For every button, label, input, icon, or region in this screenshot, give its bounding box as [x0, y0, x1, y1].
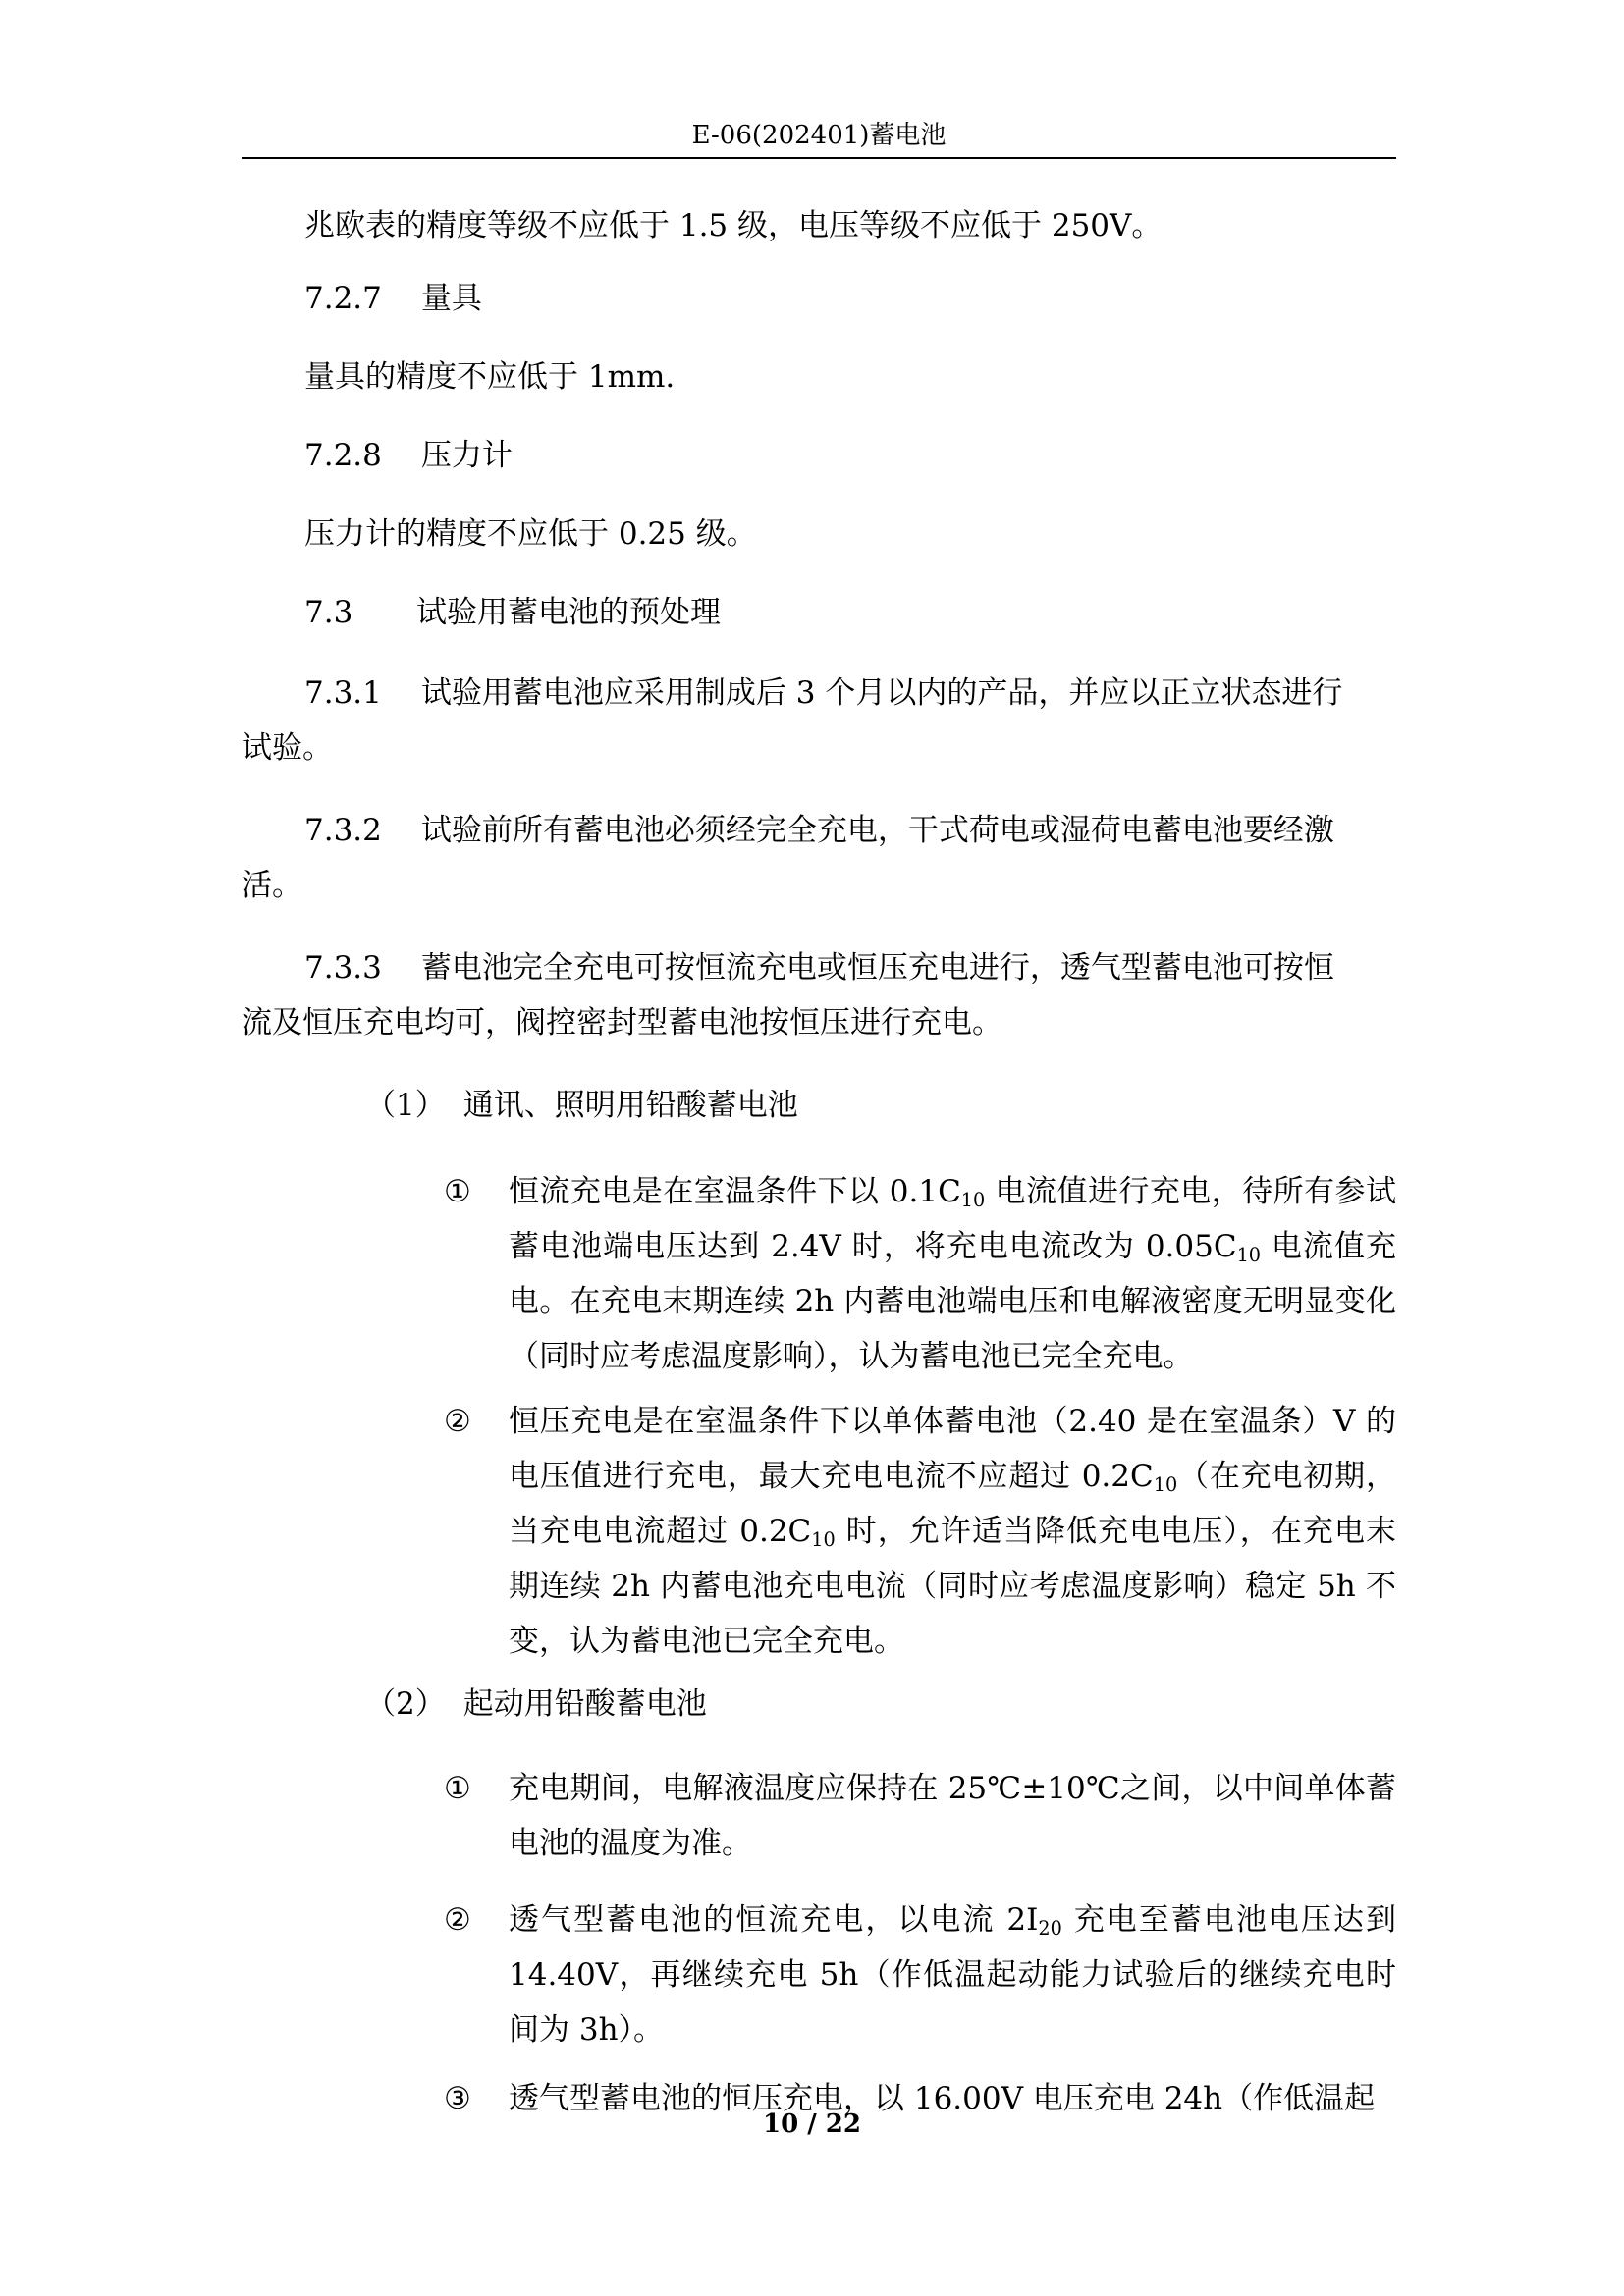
heading-7-3	[304, 585, 721, 640]
list-item-text: 充电期间，电解液温度应保持在 25℃±10℃之间，以中间单体蓄电池的温度为准。	[509, 1771, 1396, 1861]
paragraph-megohmmeter: 兆欧表的精度等级不应低于 1.5 级，电压等级不应低于 250V。	[304, 208, 1163, 243]
heading-7-2-8	[304, 428, 513, 483]
clause-line: 试验。	[242, 730, 333, 766]
clause-line: 试验前所有蓄电池必须经完全充电，干式荷电或湿荷电蓄电池要经激	[420, 813, 1334, 848]
section-number: 7.2.7	[304, 281, 382, 316]
list-item-sec2-2	[444, 1893, 1396, 2057]
list-marker: ①	[444, 1174, 471, 1209]
list-item-sec2-1	[444, 1761, 1396, 1871]
list-item-sec1-1	[444, 1164, 1396, 1384]
section-number: 7.3.2	[304, 813, 382, 848]
clause-line: 流及恒压充电均可，阀控密封型蓄电池按恒压进行充电。	[242, 1005, 1002, 1041]
clause-7-3-1	[242, 666, 1396, 775]
list-item-sec1-2	[444, 1394, 1396, 1669]
list-item-text: 透气型蓄电池的恒流充电，以电流 $2I_{20}$ 充电至蓄电池电压达到 14.40V，再继续充电 5h（作低温起动能力试验后的继续充电时间为 3h）。	[509, 1902, 1397, 2048]
section-number: 7.3	[304, 595, 353, 630]
list-marker: ③	[444, 2081, 471, 2116]
list-item-text: 恒流充电是在室温条件下以 $0.1C_{10}$ 电流值进行充电，待所有参试蓄电池端电压达到 2.4V 时，将充电电流改为 $0.05C_{10}$ 电流值充电。在充电末期连续 2h 内蓄电池端电压和电解液密度无明显变化（同时应考虑温度影响），认为蓄电池已完全充电。	[509, 1174, 1397, 1374]
clause-line: 试验用蓄电池应采用制成后 3 个月以内的产品，并应以正立状态进行	[420, 675, 1343, 711]
running-header: E-06(202401)蓄电池	[691, 121, 947, 150]
list-marker: （2）	[365, 1686, 446, 1722]
subsection-title: 起动用铅酸蓄电池	[462, 1686, 707, 1722]
section-title: 试验用蓄电池的预处理	[416, 595, 721, 630]
page-number: 10 / 22	[763, 2109, 861, 2139]
section-title: 压力计	[420, 438, 513, 473]
clause-line: 蓄电池完全充电可按恒流充电或恒压充电进行，透气型蓄电池可按恒	[420, 950, 1334, 986]
subsection-1-heading	[365, 1078, 798, 1133]
subsection-2-heading	[365, 1677, 707, 1732]
clause-7-3-2	[242, 803, 1396, 913]
clause-line: 活。	[242, 868, 302, 903]
section-number: 7.2.8	[304, 438, 382, 473]
clause-7-3-3	[242, 940, 1396, 1050]
list-marker: ②	[444, 1902, 471, 1938]
paragraph-pressure-gauge: 压力计的精度不应低于 0.25 级。	[304, 516, 757, 552]
header-rule	[242, 157, 1396, 159]
list-marker: ①	[444, 1771, 471, 1806]
list-item-text: 透气型蓄电池的恒压充电，以 16.00V 电压充电 24h（作低温起	[509, 2081, 1376, 2116]
section-title: 量具	[420, 281, 482, 316]
subsection-title: 通讯、照明用铅酸蓄电池	[462, 1088, 798, 1123]
list-marker: ②	[444, 1404, 471, 1439]
heading-7-2-7	[304, 271, 482, 326]
list-item-text: 恒压充电是在室温条件下以单体蓄电池（2.40 是在室温条）V 的电压值进行充电，最大充电电流不应超过 $0.2C_{10}$（在充电初期，当充电电流超过 $0.2C_{10}$ 时，允许适当降低充电电压），在充电末期连续 2h 内蓄电池充电电流（同时应考虑温度影响）稳定 5h 不变，认为蓄电池已完全充电。	[509, 1404, 1397, 1659]
section-number: 7.3.3	[304, 950, 382, 986]
paragraph-gauge: 量具的精度不应低于 1mm.	[304, 359, 676, 395]
list-marker: （1）	[365, 1088, 446, 1123]
section-number: 7.3.1	[304, 675, 382, 711]
